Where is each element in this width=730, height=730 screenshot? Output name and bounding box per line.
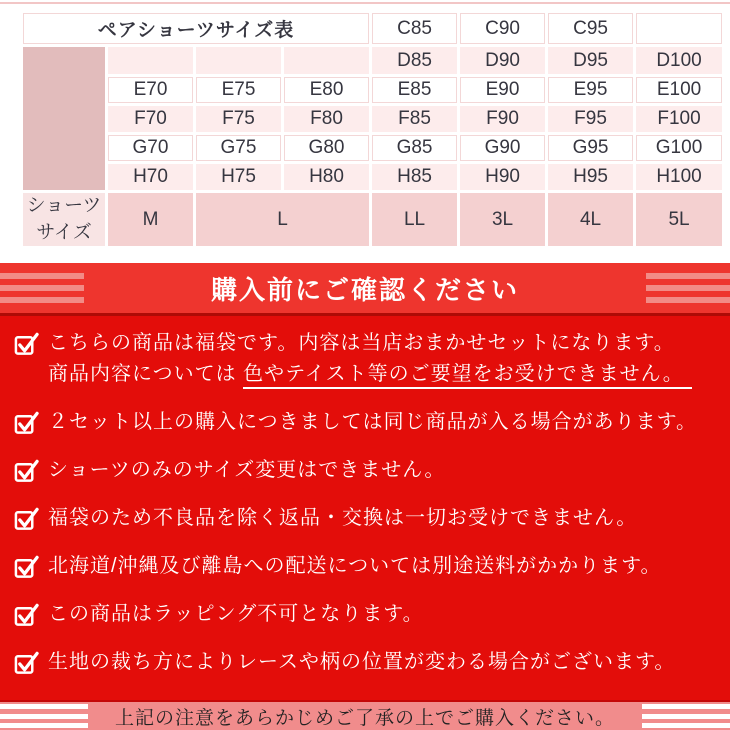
size-cell: G85 bbox=[371, 134, 459, 163]
checkbox-checked-icon bbox=[14, 602, 39, 628]
size-cell-empty bbox=[635, 12, 724, 46]
shorts-size-label-line1: ショーツ bbox=[26, 195, 102, 216]
checkbox-checked-icon bbox=[14, 458, 39, 484]
footer-stripes-left-icon bbox=[0, 704, 88, 728]
confirm-banner bbox=[0, 263, 730, 316]
size-cell: H70 bbox=[107, 163, 195, 192]
notice-item bbox=[14, 647, 724, 678]
table-row-c bbox=[22, 12, 724, 46]
size-cell: F90 bbox=[459, 105, 547, 134]
confirm-footer bbox=[0, 700, 730, 730]
size-cell: G80 bbox=[283, 134, 371, 163]
size-cell: H90 bbox=[459, 163, 547, 192]
table-row-d bbox=[22, 46, 724, 76]
notice-line-underlined: 色やテイスト等のご要望をお受けできません。 bbox=[243, 363, 692, 389]
table-row-e bbox=[22, 76, 724, 105]
size-cell: D100 bbox=[635, 46, 724, 76]
notice-text: 生地の裁ち方によりレースや柄の位置が変わる場合がございます。 bbox=[48, 651, 676, 673]
size-cell: F95 bbox=[547, 105, 635, 134]
size-cell-empty bbox=[107, 46, 195, 76]
size-cell: G75 bbox=[195, 134, 283, 163]
notice-text: 北海道/沖縄及び離島への配送については別途送料がかかります。 bbox=[48, 555, 662, 577]
size-cell: C85 bbox=[371, 12, 459, 46]
notice-item bbox=[14, 551, 724, 582]
table-row-h bbox=[22, 163, 724, 192]
shorts-size-cell: M bbox=[107, 192, 195, 248]
notice-text: ２セット以上の購入につきましては同じ商品が入る場合があります。 bbox=[48, 411, 697, 433]
table-row-shorts bbox=[22, 192, 724, 248]
size-cell-empty bbox=[283, 46, 371, 76]
size-cell-empty bbox=[195, 46, 283, 76]
notice-list bbox=[0, 316, 730, 678]
notice-text bbox=[48, 328, 692, 390]
checkbox-checked-icon bbox=[14, 506, 39, 532]
size-cell: H85 bbox=[371, 163, 459, 192]
size-cell: H80 bbox=[283, 163, 371, 192]
shorts-size-label-line2: サイズ bbox=[36, 221, 92, 243]
notice-item bbox=[14, 503, 724, 534]
size-cell: C95 bbox=[547, 12, 635, 46]
size-cell: G70 bbox=[107, 134, 195, 163]
purchase-confirm-section bbox=[0, 263, 730, 730]
checkbox-checked-icon bbox=[14, 410, 39, 436]
table-row-g bbox=[22, 134, 724, 163]
notice-item bbox=[14, 599, 724, 630]
shorts-size-cell: 5L bbox=[635, 192, 724, 248]
size-cell: H100 bbox=[635, 163, 724, 192]
footer-stripes-right-icon bbox=[642, 704, 730, 728]
size-cell: F70 bbox=[107, 105, 195, 134]
row-header-spacer bbox=[22, 46, 107, 192]
size-table-title: ペアショーツサイズ表 bbox=[22, 12, 371, 46]
size-cell: H95 bbox=[547, 163, 635, 192]
banner-stripes-right-icon bbox=[646, 273, 730, 303]
notice-text: 福袋のため不良品を除く返品・交換は一切お受けできません。 bbox=[48, 507, 638, 529]
notice-text: ショーツのみのサイズ変更はできません。 bbox=[48, 459, 446, 481]
size-cell: G95 bbox=[547, 134, 635, 163]
shorts-size-cell: 4L bbox=[547, 192, 635, 248]
size-cell: E75 bbox=[195, 76, 283, 105]
size-cell: D85 bbox=[371, 46, 459, 76]
size-cell: D95 bbox=[547, 46, 635, 76]
table-row-f bbox=[22, 105, 724, 134]
size-cell: E90 bbox=[459, 76, 547, 105]
notice-item bbox=[14, 407, 724, 438]
size-cell: F100 bbox=[635, 105, 724, 134]
size-cell: C90 bbox=[459, 12, 547, 46]
size-cell: F75 bbox=[195, 105, 283, 134]
checkbox-checked-icon bbox=[14, 650, 39, 676]
checkbox-checked-icon bbox=[14, 331, 39, 357]
banner-stripes-left-icon bbox=[0, 273, 84, 303]
size-cell: F85 bbox=[371, 105, 459, 134]
notice-item bbox=[14, 328, 724, 390]
size-cell: E95 bbox=[547, 76, 635, 105]
size-cell: D90 bbox=[459, 46, 547, 76]
notice-item bbox=[14, 455, 724, 486]
confirm-banner-title: 購入前にご確認ください bbox=[210, 274, 519, 305]
checkbox-checked-icon bbox=[14, 554, 39, 580]
size-cell: F80 bbox=[283, 105, 371, 134]
shorts-size-label bbox=[22, 192, 107, 248]
size-cell: G100 bbox=[635, 134, 724, 163]
notice-line-prefix: 商品内容については bbox=[48, 363, 244, 385]
shorts-size-cell: L bbox=[195, 192, 371, 248]
top-divider-line bbox=[0, 2, 730, 4]
notice-line: こちらの商品は福袋です。内容は当店おまかせセットになります。 bbox=[48, 332, 675, 354]
notice-text: この商品はラッピング不可となります。 bbox=[48, 603, 424, 625]
shorts-size-cell: LL bbox=[371, 192, 459, 248]
size-cell: E70 bbox=[107, 76, 195, 105]
confirm-footer-text: 上記の注意をあらかじめご了承の上でご購入ください。 bbox=[114, 707, 615, 729]
size-cell: H75 bbox=[195, 163, 283, 192]
size-cell: E100 bbox=[635, 76, 724, 105]
pair-shorts-size-table bbox=[20, 10, 725, 249]
size-cell: E85 bbox=[371, 76, 459, 105]
size-cell: E80 bbox=[283, 76, 371, 105]
size-cell: G90 bbox=[459, 134, 547, 163]
shorts-size-cell: 3L bbox=[459, 192, 547, 248]
